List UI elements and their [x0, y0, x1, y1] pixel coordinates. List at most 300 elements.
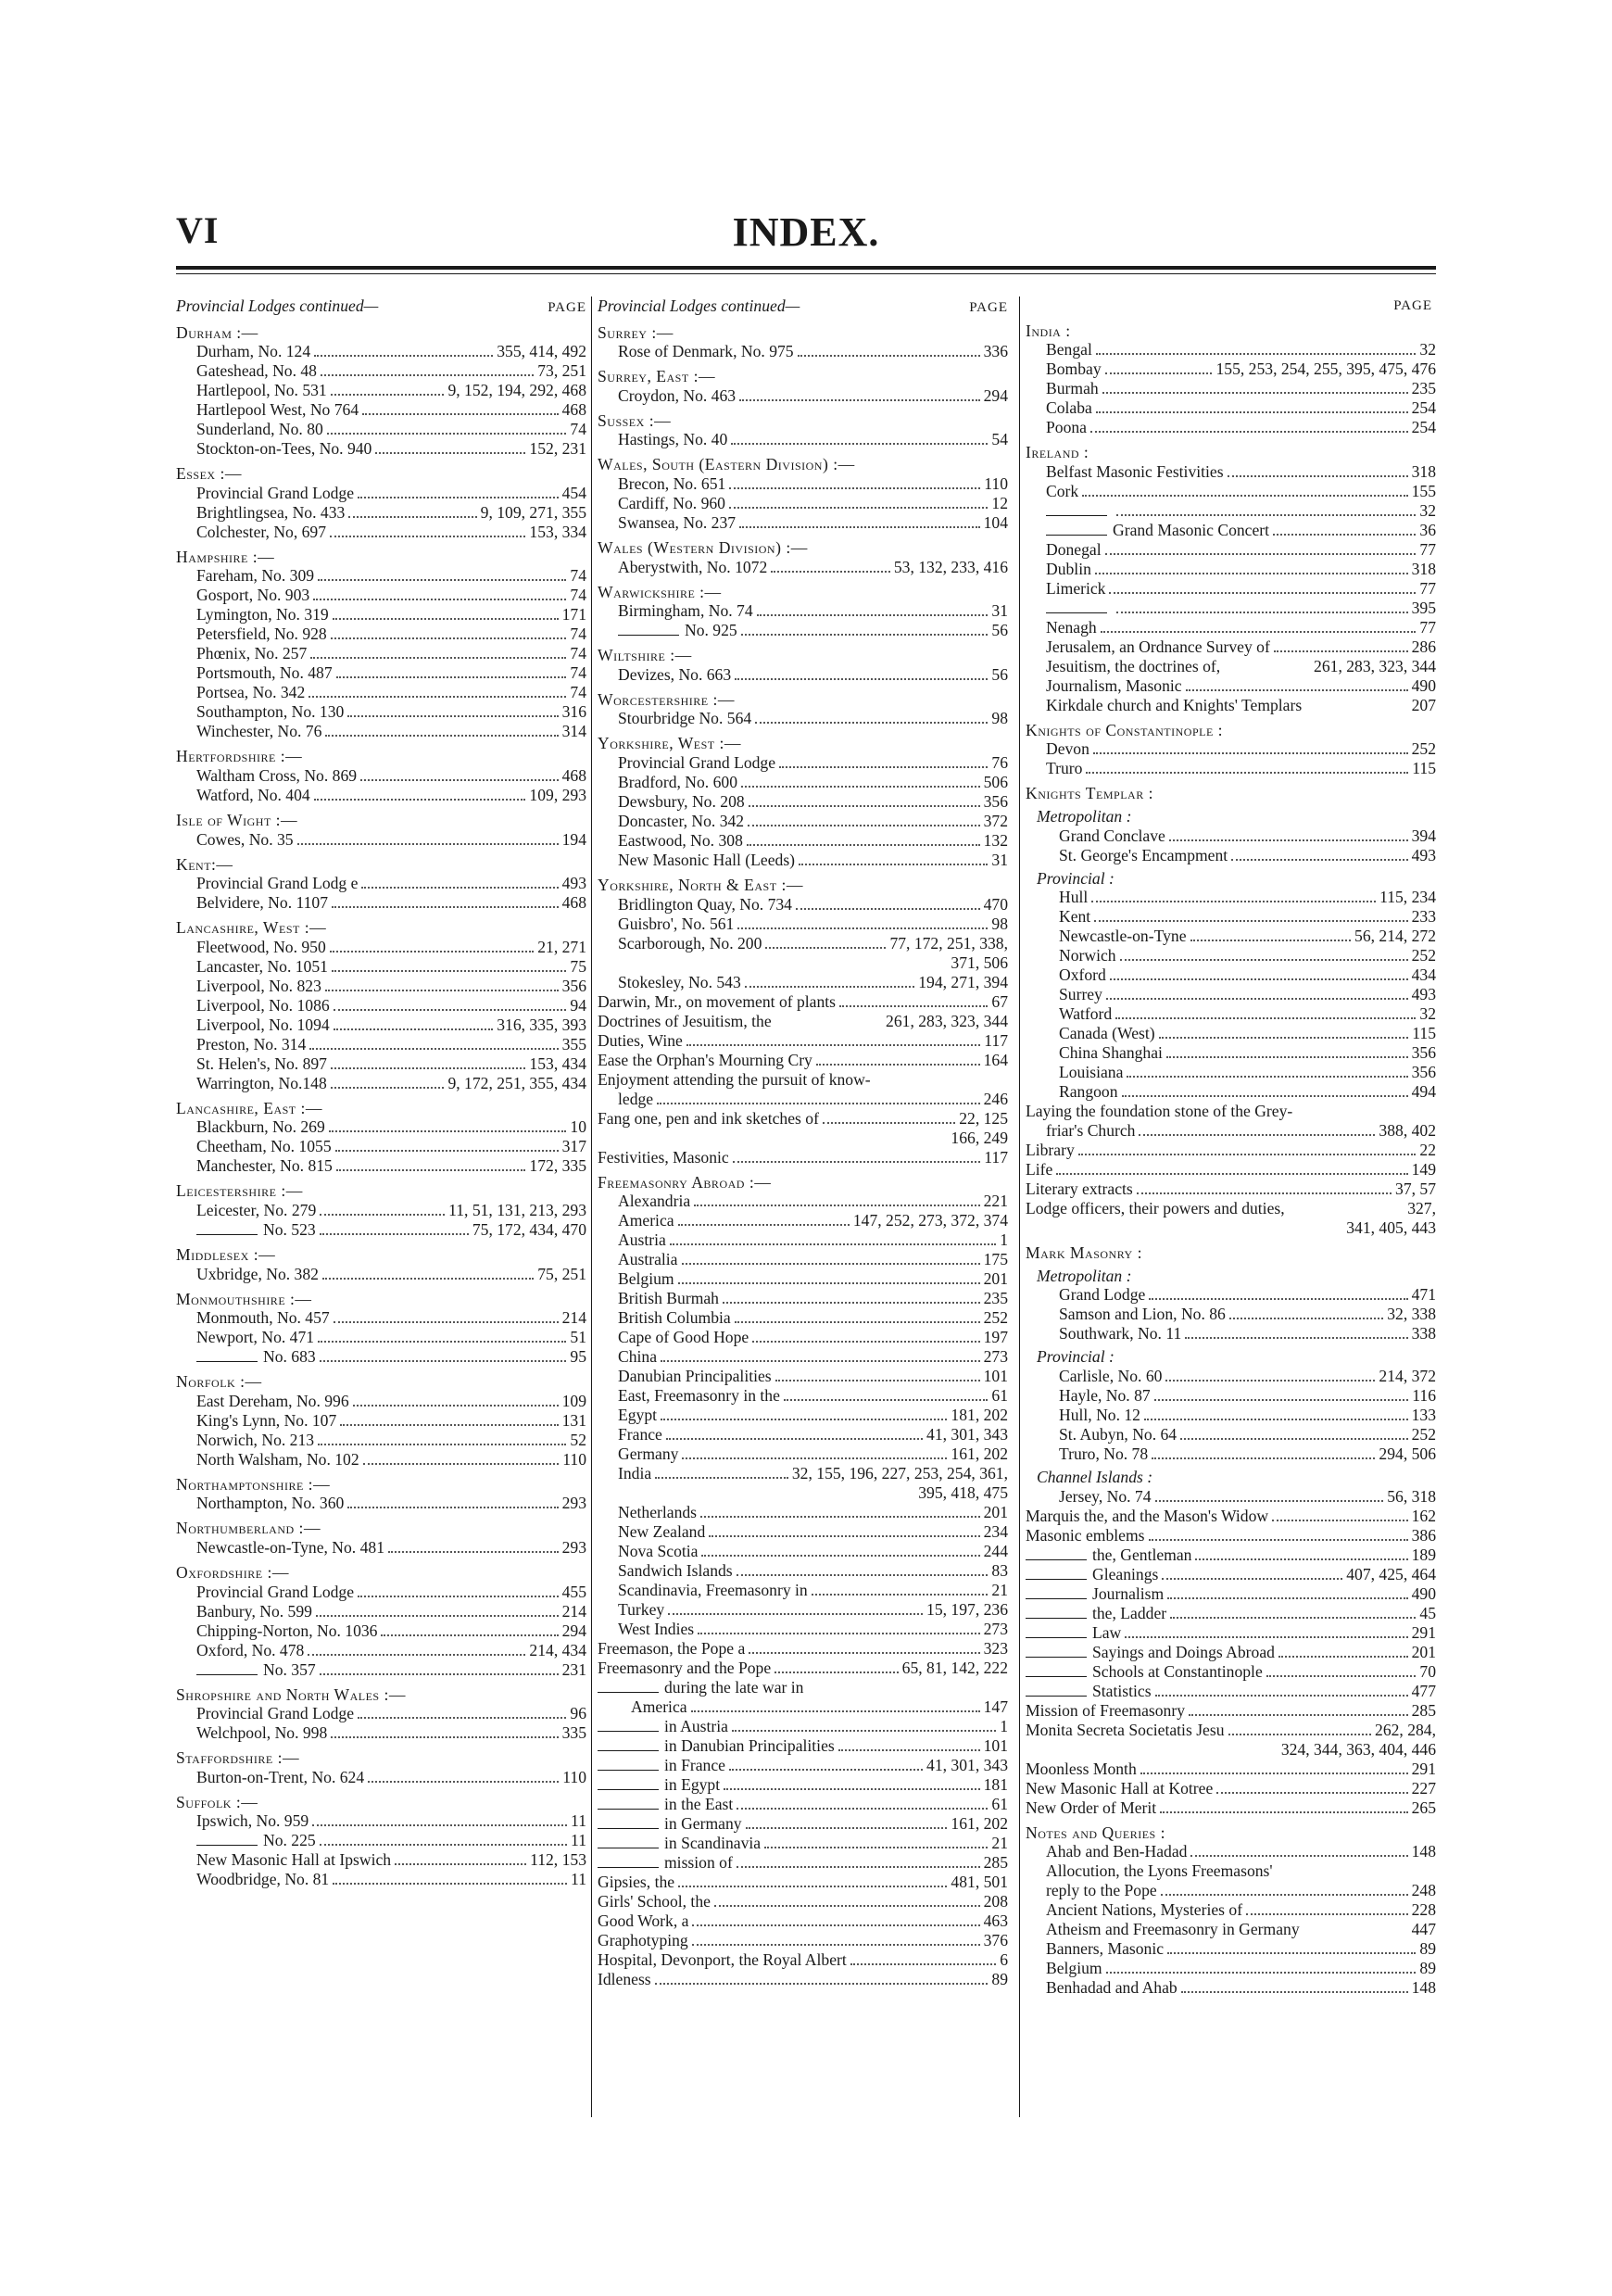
entry-text: Cape of Good Hope — [618, 1328, 749, 1347]
entry-text: Truro, No. 78 — [1059, 1444, 1149, 1463]
entry-text: Belvidere, No. 1107 — [196, 893, 329, 913]
index-entry — [1026, 1662, 1436, 1682]
index-entry — [1026, 1545, 1436, 1565]
entry-pages: 11, 51, 131, 213, 293 — [448, 1200, 586, 1219]
dot-leader — [358, 1717, 566, 1719]
dot-leader — [331, 1736, 558, 1738]
entry-text: No. 683 — [263, 1347, 316, 1367]
entry-pages: 246 — [983, 1089, 1008, 1108]
index-entry — [598, 915, 1008, 934]
dot-leader — [1170, 1617, 1416, 1619]
dot-leader — [1228, 1734, 1372, 1735]
entry-pages: 21 — [991, 1834, 1008, 1853]
index-entry — [598, 342, 1008, 361]
index-entry — [1026, 1861, 1436, 1881]
entry-text: Norwich, No. 213 — [196, 1430, 315, 1449]
dot-leader — [336, 676, 567, 678]
dot-leader — [749, 1652, 979, 1654]
entry-pages: 490 — [1411, 1583, 1436, 1603]
entry-pages: 252 — [1411, 1424, 1436, 1444]
index-entry — [176, 1660, 586, 1680]
entry-text: Sunderland, No. 80 — [196, 420, 323, 439]
entry-pages: 214 — [561, 1308, 586, 1328]
index-entry — [598, 1031, 1008, 1051]
index-entry — [1026, 482, 1436, 501]
entry-text: Waltham Cross, No. 869 — [196, 765, 358, 785]
index-entry — [598, 851, 1008, 870]
ditto-dash — [598, 1867, 659, 1868]
dot-leader — [1091, 901, 1376, 902]
entry-text: Hastings, No. 40 — [618, 430, 728, 449]
index-entry — [176, 1328, 586, 1347]
entry-pages: 96 — [570, 1704, 586, 1723]
entry-pages: 116 — [1412, 1385, 1436, 1405]
index-entry — [1026, 1444, 1436, 1464]
entry-pages: 147, 252, 273, 372, 374 — [852, 1211, 1008, 1230]
index-entry — [1026, 1324, 1436, 1344]
dot-leader — [1094, 920, 1407, 922]
ditto-dash — [598, 1731, 659, 1732]
index-entry — [1026, 360, 1436, 379]
entry-text: No. 925 — [685, 621, 737, 640]
index-entry — [598, 1911, 1008, 1931]
entry-pages: 21, 271 — [537, 937, 586, 956]
entry-pages: 70 — [1419, 1661, 1436, 1681]
dot-leader — [1229, 1318, 1383, 1319]
index-entry — [598, 831, 1008, 851]
entry-text: Southampton, No. 130 — [196, 702, 345, 722]
dot-leader — [1167, 1952, 1416, 1954]
dot-leader — [752, 1341, 979, 1343]
entry-pages: 221 — [983, 1192, 1008, 1211]
index-entry — [1026, 1643, 1436, 1662]
entry-pages: 318 — [1411, 559, 1436, 578]
index-entry — [176, 1494, 586, 1513]
entry-pages: 394 — [1411, 826, 1436, 845]
index-entry — [176, 503, 586, 523]
dot-leader — [737, 927, 988, 929]
section-heading: Warwickshire :— — [598, 582, 722, 601]
entry-pages: 261, 283, 323, 344 — [886, 1011, 1008, 1030]
index-entry — [1026, 340, 1436, 360]
entry-pages: 22 — [1419, 1141, 1436, 1160]
entry-pages: 324, 344, 363, 404, 446 — [1280, 1739, 1436, 1759]
entry-pages: 338 — [1411, 1324, 1436, 1344]
dot-leader — [739, 526, 980, 528]
index-entry — [176, 586, 586, 605]
subsection-heading: Metropolitan : — [1037, 806, 1132, 826]
index-entry — [1026, 1199, 1436, 1218]
dot-leader — [737, 1866, 980, 1868]
index-entry — [598, 1970, 1008, 1989]
entry-text: Sandwich Islands — [618, 1561, 733, 1581]
entry-pages: 162 — [1411, 1506, 1436, 1525]
dot-leader — [1106, 998, 1408, 1000]
entry-text: Samson and Lion, No. 86 — [1059, 1305, 1226, 1324]
index-entry — [598, 1873, 1008, 1892]
entry-text: Cork — [1046, 481, 1079, 500]
dot-leader — [1274, 650, 1408, 652]
index-entry — [598, 1581, 1008, 1600]
entry-text: Liverpool, No. 1094 — [196, 1015, 330, 1034]
index-entry — [598, 1148, 1008, 1167]
entry-text: Burmah — [1046, 379, 1099, 398]
dot-leader — [333, 618, 559, 620]
dot-leader — [1166, 1056, 1408, 1058]
entry-text: New Masonic Hall (Leeds) — [618, 850, 796, 869]
index-entry — [1026, 1487, 1436, 1507]
entry-text: Nova Scotia — [618, 1542, 699, 1561]
entry-text: Portsea, No. 342 — [196, 683, 306, 702]
entry-text: Benhadad and Ahab — [1046, 1978, 1178, 1998]
entry-text: Freemason, the Pope a — [598, 1639, 746, 1659]
index-entry — [598, 1230, 1008, 1250]
entry-pages: 95 — [570, 1347, 586, 1367]
index-entry — [1026, 1386, 1436, 1406]
ditto-dash — [1026, 1559, 1087, 1560]
dot-leader — [1167, 1597, 1407, 1599]
entry-text: Watford, No. 404 — [196, 785, 310, 804]
entry-pages: 56, 214, 272 — [1354, 927, 1436, 946]
index-entry — [1026, 657, 1436, 676]
dot-leader — [1105, 372, 1213, 374]
entry-text: Rose of Denmark, No. 975 — [618, 342, 794, 361]
ditto-dash — [196, 1234, 258, 1235]
dot-leader — [1272, 1520, 1408, 1521]
column-divider — [591, 296, 592, 2117]
section-heading: Middlesex :— — [176, 1244, 276, 1264]
entry-pages: 148 — [1411, 1978, 1436, 1998]
entry-pages: 76 — [991, 752, 1008, 772]
index-entry — [1026, 1406, 1436, 1425]
entry-pages: 21 — [991, 1581, 1008, 1600]
index-entry — [1026, 1285, 1436, 1305]
index-entry — [176, 957, 586, 977]
entry-text: in Egypt — [664, 1775, 721, 1795]
entry-text: Hartlepool West, No 764 — [196, 400, 359, 420]
dot-leader — [340, 1424, 558, 1426]
dot-leader — [1056, 1173, 1407, 1175]
section-heading: Suffolk :— — [176, 1792, 258, 1811]
entry-text: Portsmouth, No. 487 — [196, 663, 333, 683]
entry-pages: 286 — [1411, 637, 1436, 656]
index-entry — [1026, 579, 1436, 599]
index-entry — [1026, 1141, 1436, 1160]
dot-leader — [332, 906, 559, 908]
entry-text: Petersfield, No. 928 — [196, 624, 327, 644]
section-heading: Monmouthshire :— — [176, 1289, 312, 1308]
column-divider — [1019, 296, 1020, 2117]
index-entry — [598, 494, 1008, 513]
dot-leader — [1190, 1855, 1407, 1857]
dot-leader — [320, 1673, 559, 1675]
index-entry — [598, 1012, 1008, 1031]
entry-text: Hartlepool, No. 531 — [196, 381, 327, 400]
dot-leader — [1155, 1500, 1384, 1502]
index-entry — [598, 1814, 1008, 1834]
entry-pages: 227 — [1411, 1778, 1436, 1798]
entry-text: Belgium — [618, 1269, 674, 1289]
index-entry — [598, 1659, 1008, 1678]
entry-text: Ahab and Ben-Hadad — [1046, 1842, 1188, 1861]
dot-leader — [1152, 1457, 1375, 1459]
entry-text: Laying the foundation stone of the Grey- — [1026, 1102, 1293, 1121]
dot-leader — [333, 1883, 567, 1885]
entry-pages: 74 — [570, 644, 586, 663]
entry-pages: 117 — [984, 1030, 1008, 1050]
index-entry — [598, 1775, 1008, 1795]
entry-text: Northampton, No. 360 — [196, 1494, 345, 1513]
dot-leader — [741, 634, 989, 636]
ditto-dash — [1046, 515, 1107, 516]
entry-pages: 335 — [561, 1723, 586, 1743]
index-entry — [598, 1892, 1008, 1911]
entry-text: Truro — [1046, 759, 1083, 778]
dot-leader — [309, 1048, 558, 1050]
index-entry — [598, 1328, 1008, 1347]
entry-pages: 386 — [1411, 1525, 1436, 1545]
entry-pages: 153, 434 — [529, 1053, 586, 1073]
index-column-2 — [598, 296, 1008, 1989]
index-entry — [598, 621, 1008, 640]
index-entry — [176, 1723, 586, 1743]
entry-text: Eastwood, No. 308 — [618, 830, 743, 850]
entry-pages: 261, 283, 323, 344 — [1314, 656, 1436, 675]
entry-pages: 493 — [1411, 845, 1436, 864]
dot-leader — [1125, 1636, 1407, 1638]
dot-leader — [784, 1399, 988, 1401]
entry-pages: 98 — [991, 709, 1008, 728]
entry-text: Ipswich, No. 959 — [196, 1811, 309, 1831]
entry-text: No. 357 — [263, 1659, 316, 1679]
entry-text: Scandinavia, Freemasonry in — [618, 1581, 808, 1600]
entry-text: Fang one, pen and ink sketches of — [598, 1108, 819, 1128]
index-entry — [176, 938, 586, 957]
entry-pages: 131 — [561, 1410, 586, 1430]
index-entry — [1026, 1623, 1436, 1643]
index-entry — [1026, 759, 1436, 778]
dot-leader — [694, 1205, 979, 1206]
entry-pages: 234 — [983, 1522, 1008, 1542]
index-entry — [598, 1464, 1008, 1483]
entry-pages: 355, 414, 492 — [497, 342, 586, 361]
dot-leader — [749, 805, 980, 807]
entry-pages: 477 — [1411, 1681, 1436, 1700]
dot-leader — [799, 864, 988, 865]
entry-text: Donegal — [1046, 539, 1102, 559]
dot-leader — [1101, 631, 1417, 633]
dot-leader — [320, 1360, 567, 1362]
index-entry — [176, 722, 586, 741]
entry-pages: 471 — [1411, 1285, 1436, 1305]
index-entry — [1026, 1604, 1436, 1623]
dot-leader — [1106, 1972, 1417, 1974]
index-entry — [1026, 1842, 1436, 1861]
entry-pages: 316, 335, 393 — [497, 1015, 586, 1034]
index-entry — [598, 430, 1008, 449]
index-entry — [176, 977, 586, 996]
dot-leader — [318, 1341, 566, 1343]
index-entry — [176, 1265, 586, 1284]
dot-leader — [737, 1808, 988, 1810]
index-entry — [176, 1768, 586, 1787]
dot-leader — [661, 1360, 980, 1362]
entry-text: the, Ladder — [1092, 1603, 1167, 1622]
entry-text: Grand Conclave — [1059, 826, 1165, 845]
section-heading: Wales, South (Eastern Division) :— — [598, 455, 855, 474]
index-entry — [1026, 1063, 1436, 1082]
index-entry — [598, 1503, 1008, 1522]
index-entry — [1026, 1102, 1436, 1121]
entry-pages: 74 — [570, 586, 586, 605]
index-entry — [176, 1641, 586, 1660]
entry-text: Australia — [618, 1250, 678, 1269]
index-entry — [598, 895, 1008, 915]
dot-leader — [729, 487, 980, 489]
dot-leader — [330, 951, 534, 952]
entry-text: mission of — [664, 1853, 733, 1873]
entry-pages: 244 — [983, 1542, 1008, 1561]
entry-text: Lymington, No. 319 — [196, 605, 329, 624]
entry-text: Ease the Orphan's Mourning Cry — [598, 1050, 812, 1069]
entry-text: Newport, No. 471 — [196, 1328, 315, 1347]
entry-pages: 101 — [983, 1367, 1008, 1386]
dot-leader — [1180, 1438, 1408, 1440]
entry-text: Lancaster, No. 1051 — [196, 956, 328, 976]
index-entry — [598, 1386, 1008, 1406]
dot-leader — [666, 1438, 923, 1440]
entry-text: in Austria — [664, 1717, 728, 1736]
entry-text: America — [631, 1697, 687, 1717]
index-entry — [1026, 1004, 1436, 1024]
dot-leader — [1228, 475, 1408, 477]
entry-text: Blackburn, No. 269 — [196, 1117, 325, 1137]
dot-leader — [363, 1463, 560, 1465]
dot-leader — [779, 766, 988, 768]
entry-pages: 56 — [991, 621, 1008, 640]
entry-text: Monmouth, No. 457 — [196, 1308, 330, 1328]
entry-text: in Scandinavia — [664, 1834, 762, 1853]
entry-pages: 235 — [1411, 379, 1436, 398]
ditto-dash — [1046, 612, 1107, 613]
entry-pages: 115 — [1412, 759, 1436, 778]
index-entry — [1026, 1367, 1436, 1386]
dot-leader — [314, 799, 526, 801]
dot-leader — [771, 571, 890, 573]
entry-text: East Dereham, No. 996 — [196, 1391, 349, 1410]
index-entry — [1026, 1939, 1436, 1959]
index-entry — [176, 893, 586, 913]
entry-text: Literary extracts — [1026, 1180, 1133, 1199]
entry-text: Life — [1026, 1160, 1053, 1180]
dot-leader — [796, 908, 980, 910]
dot-leader — [1162, 1578, 1342, 1580]
entry-pages: 285 — [1411, 1700, 1436, 1720]
entry-pages: 494 — [1411, 1082, 1436, 1102]
entry-text: Gipsies, the — [598, 1873, 675, 1892]
section-heading: Yorkshire, West :— — [598, 734, 742, 753]
entry-text: East, Freemasonry in the — [618, 1386, 780, 1406]
entry-pages: 201 — [983, 1503, 1008, 1522]
entry-pages: 9, 109, 271, 355 — [480, 502, 586, 522]
index-entry — [1026, 1425, 1436, 1444]
index-entry — [1026, 946, 1436, 965]
dot-leader — [1189, 1714, 1408, 1716]
dot-leader — [724, 1788, 980, 1790]
dot-leader — [368, 1781, 559, 1783]
index-entry — [598, 1542, 1008, 1561]
index-entry — [176, 644, 586, 663]
index-entry — [598, 1717, 1008, 1736]
entry-pages: 74 — [570, 566, 586, 586]
index-entry — [176, 484, 586, 503]
section-heading: Sussex :— — [598, 410, 672, 430]
index-entry — [1026, 1584, 1436, 1604]
entry-text: St. Helen's, No. 897 — [196, 1053, 327, 1073]
dot-leader — [329, 1130, 567, 1132]
dot-leader — [755, 722, 988, 724]
dot-leader — [775, 1672, 899, 1673]
index-entry — [1026, 637, 1436, 657]
continued-label: Provincial Lodges continued— — [598, 296, 800, 315]
dot-leader — [1186, 689, 1408, 691]
entry-pages: 74 — [570, 663, 586, 683]
entry-text: Enjoyment attending the pursuit of know- — [598, 1069, 871, 1089]
entry-text: Oxford — [1059, 965, 1106, 985]
entry-text: Brecon, No. 651 — [618, 473, 726, 493]
index-entry — [1026, 1721, 1436, 1740]
page-header — [176, 208, 1436, 264]
entry-pages: 317 — [561, 1137, 586, 1156]
dot-leader — [812, 1594, 989, 1596]
entry-pages: 454 — [561, 483, 586, 502]
entry-text: Leicester, No. 279 — [196, 1200, 317, 1219]
entry-pages: 153, 334 — [529, 522, 586, 541]
page-column-label: PAGE — [969, 300, 1008, 315]
dot-leader — [682, 1457, 947, 1459]
entry-text: Doncaster, No. 342 — [618, 811, 745, 830]
dot-leader — [1090, 431, 1408, 433]
dot-leader — [1185, 1337, 1407, 1339]
section-heading: Wiltshire :— — [598, 646, 692, 665]
entry-pages: 455 — [561, 1582, 586, 1601]
entry-text: Austria — [618, 1230, 666, 1250]
entry-text: Liverpool, No. 823 — [196, 976, 321, 995]
entry-pages: 291 — [1411, 1759, 1436, 1778]
entry-pages: 74 — [570, 683, 586, 702]
entry-pages: 293 — [561, 1537, 586, 1557]
dot-leader — [1154, 1399, 1409, 1401]
entry-text: New Masonic Hall at Kotree — [1026, 1778, 1214, 1798]
ditto-dash — [1026, 1579, 1087, 1580]
entry-text: Provincial Grand Lodge — [196, 483, 355, 502]
entry-pages: 110 — [984, 473, 1008, 493]
section-heading: Staffordshire :— — [176, 1748, 300, 1768]
index-entry — [598, 665, 1008, 685]
entry-pages: 164 — [983, 1050, 1008, 1069]
entry-pages: 94 — [570, 995, 586, 1015]
index-entry — [1026, 927, 1436, 946]
entry-pages: 231 — [561, 1659, 586, 1679]
entry-pages: 468 — [561, 400, 586, 420]
index-entry — [598, 558, 1008, 577]
index-entry — [598, 1483, 1008, 1503]
index-entry — [598, 474, 1008, 494]
section-heading: Notes and Queries : — [1026, 1823, 1165, 1842]
entry-pages: 133 — [1411, 1405, 1436, 1424]
entry-text: Swansea, No. 237 — [618, 512, 737, 532]
index-entry — [598, 1834, 1008, 1853]
